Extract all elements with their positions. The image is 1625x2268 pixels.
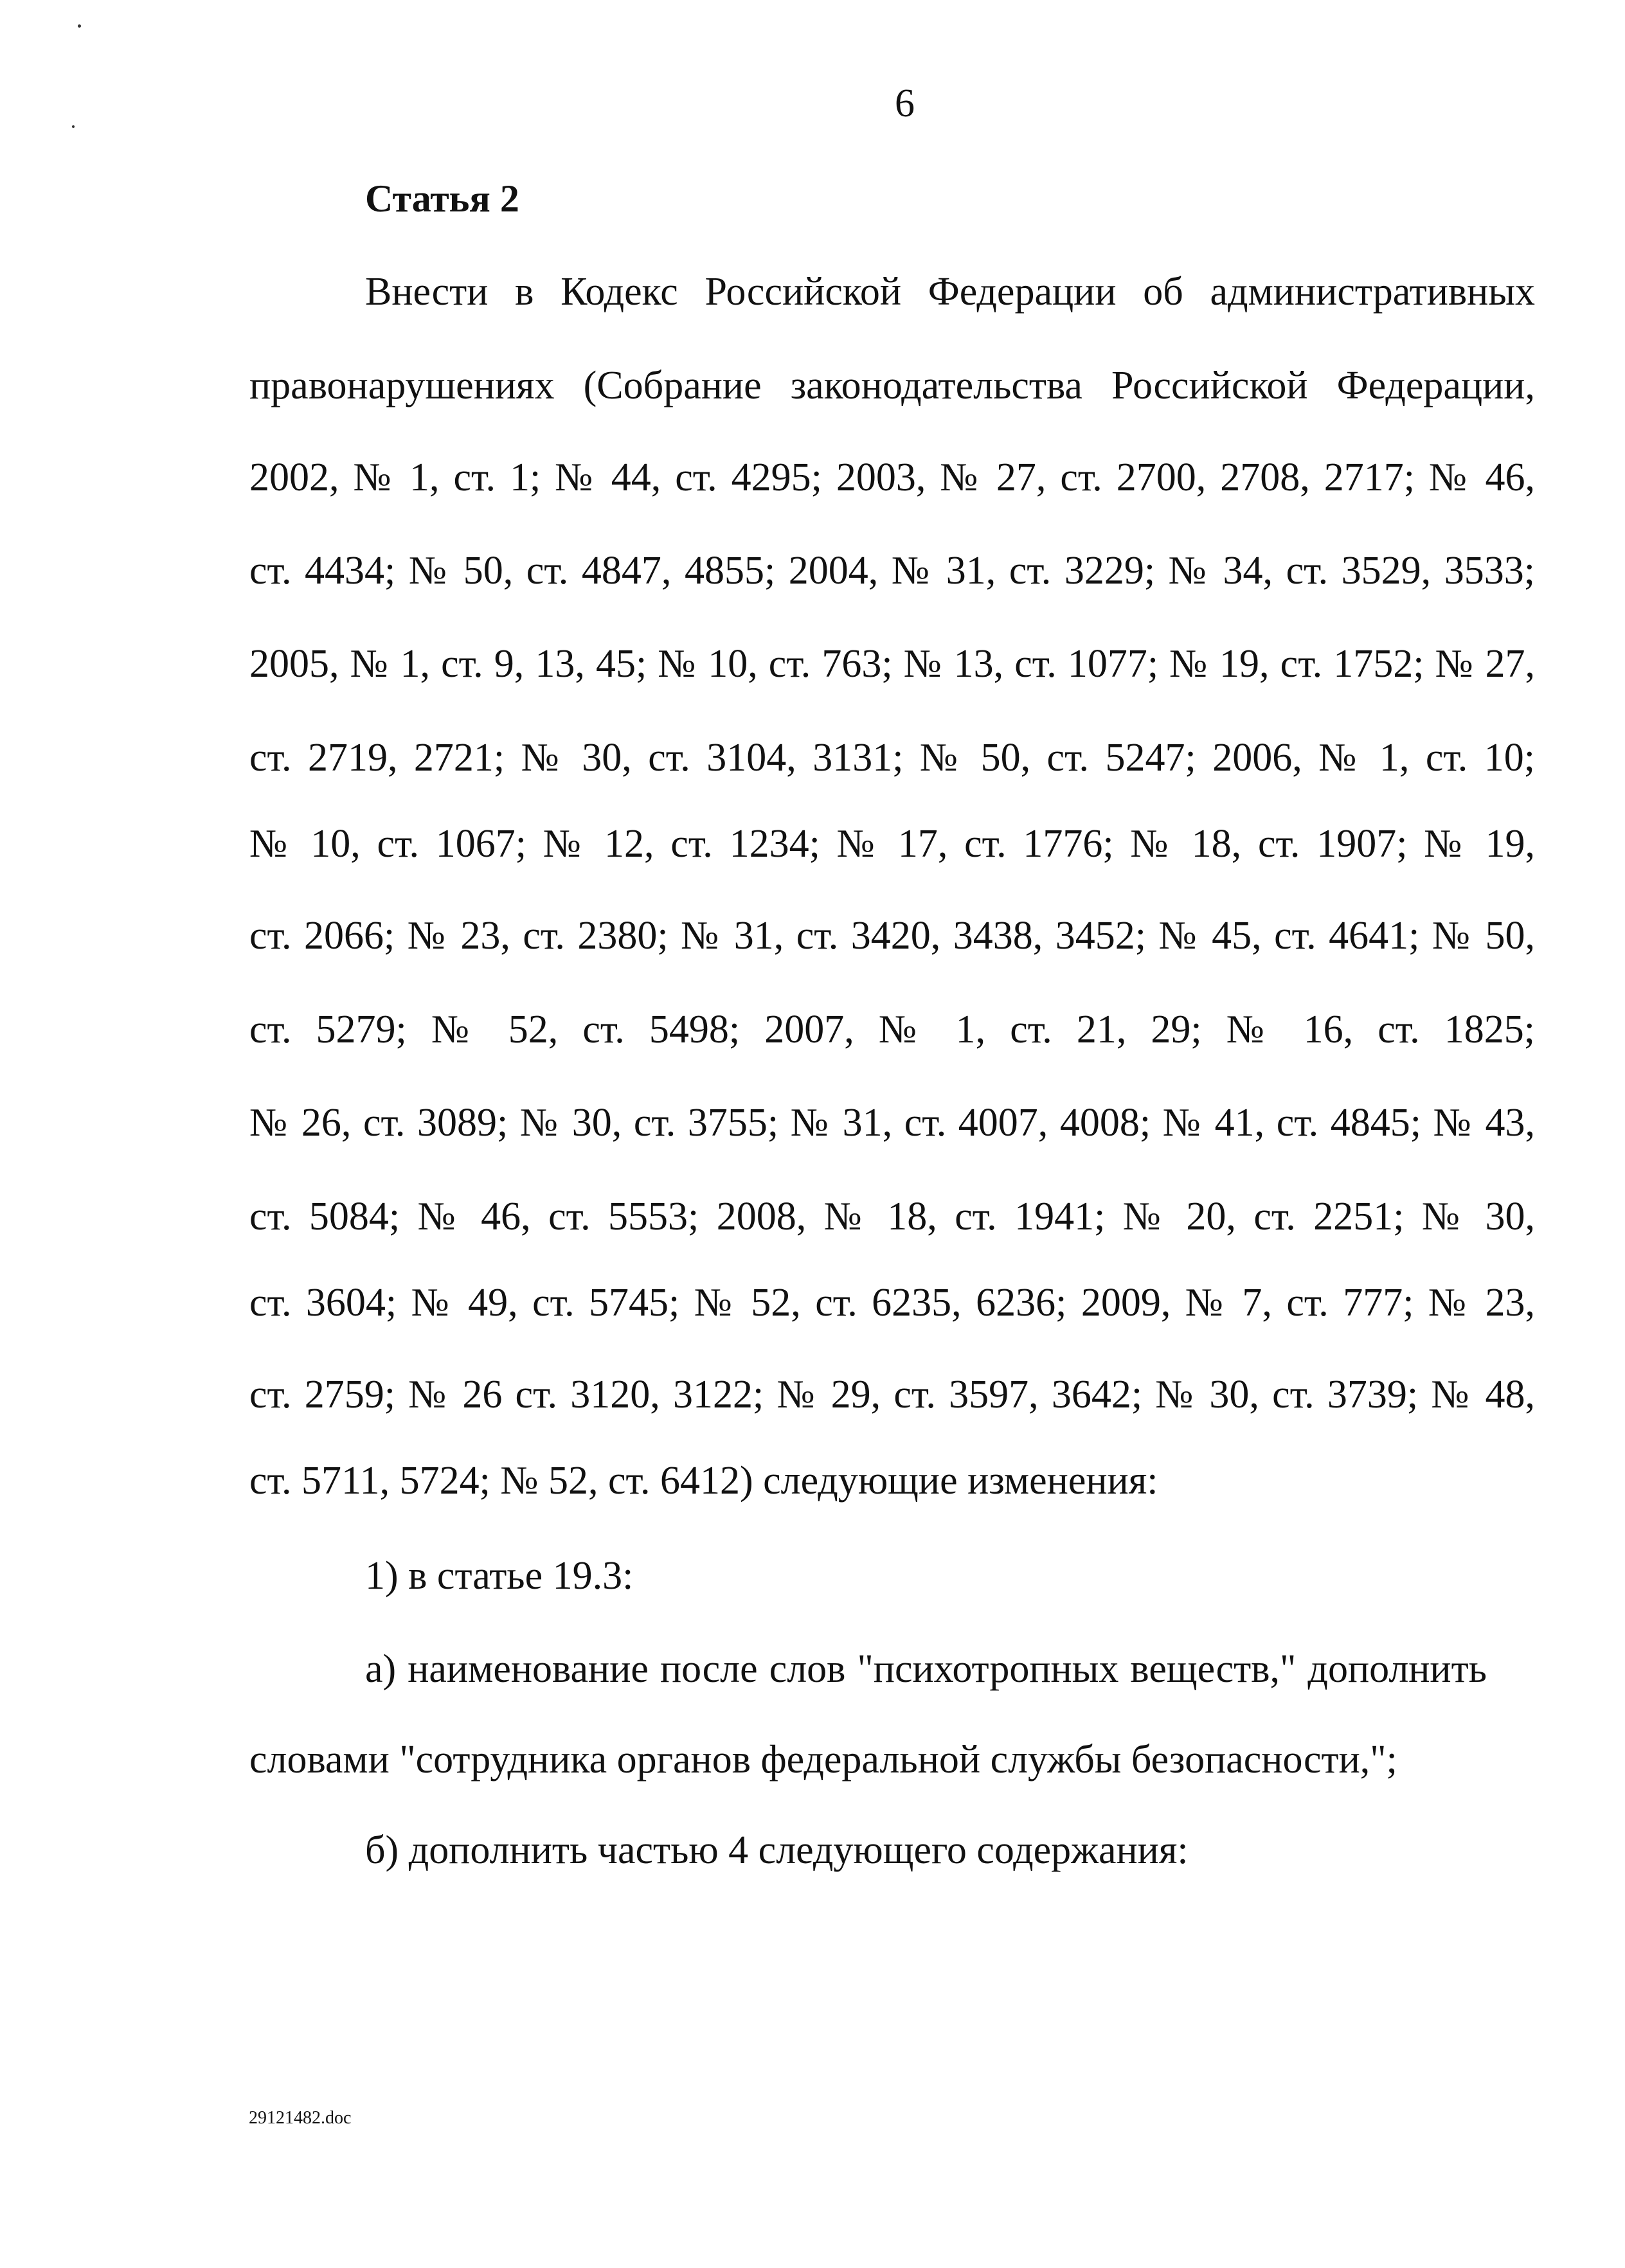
article-heading: Статья 2 [365,177,519,220]
paragraph-line: ст. 2759; № 26 ст. 3120, 3122; № 29, ст. 3597, 3642; № 30, ст. 3739; № 48, [249,1373,1535,1416]
scan-mark [78,24,81,28]
paragraph-line: ст. 4434; № 50, ст. 4847, 4855; 2004, № 31, ст. 3229; № 34, ст. 3529, 3533; [249,549,1535,593]
paragraph-line: 2005, № 1, ст. 9, 13, 45; № 10, ст. 763; № 13, ст. 1077; № 19, ст. 1752; № 27, [249,642,1535,686]
paragraph-line: правонарушениях (Собрание законодательства Российской Федерации, [249,364,1535,407]
paragraph-line: № 26, ст. 3089; № 30, ст. 3755; № 31, ст. 4007, 4008; № 41, ст. 4845; № 43, [249,1101,1535,1145]
paragraph-line: № 10, ст. 1067; № 12, ст. 1234; № 17, ст. 1776; № 18, ст. 1907; № 19, [249,822,1535,866]
paragraph-line: ст. 3604; № 49, ст. 5745; № 52, ст. 6235, 6236; 2009, № 7, ст. 777; № 23, [249,1281,1535,1325]
list-item-a-continued: словами "сотрудника органов федеральной службы безопасности,"; [249,1738,1397,1781]
paragraph-line: 2002, № 1, ст. 1; № 44, ст. 4295; 2003, № 27, ст. 2700, 2708, 2717; № 46, [249,456,1535,499]
scan-mark [72,125,75,128]
list-item-b: б) дополнить частью 4 следующего содержания: [365,1828,1189,1872]
list-item-a: а) наименование после слов "психотропных веществ," дополнить [365,1647,1487,1691]
paragraph-line: ст. 5279; № 52, ст. 5498; 2007, № 1, ст. 21, 29; № 16, ст. 1825; [249,1008,1535,1051]
paragraph-line: ст. 5711, 5724; № 52, ст. 6412) следующие изменения: [249,1459,1158,1503]
page-number: 6 [895,82,915,125]
paragraph-line: ст. 2066; № 23, ст. 2380; № 31, ст. 3420, 3438, 3452; № 45, ст. 4641; № 50, [249,914,1535,958]
paragraph-line: Внести в Кодекс Российской Федерации об административных [365,270,1535,314]
paragraph-line: ст. 2719, 2721; № 30, ст. 3104, 3131; № 50, ст. 5247; 2006, № 1, ст. 10; [249,736,1535,780]
paragraph-line: ст. 5084; № 46, ст. 5553; 2008, № 18, ст. 1941; № 20, ст. 2251; № 30, [249,1195,1535,1238]
list-item-1: 1) в статье 19.3: [365,1554,634,1598]
footer-filename: 29121482.doc [249,2108,352,2128]
